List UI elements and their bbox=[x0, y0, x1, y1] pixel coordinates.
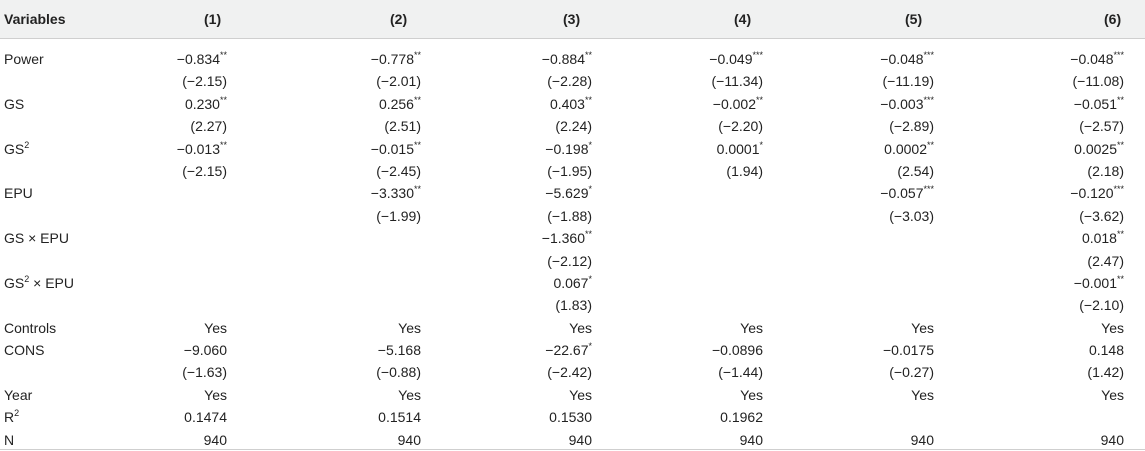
cell-col-1: Yes bbox=[204, 386, 227, 403]
table-row bbox=[0, 227, 1145, 249]
significance-stars: ** bbox=[584, 94, 592, 105]
header-col-6: (6) bbox=[1104, 11, 1122, 27]
significance-stars: ** bbox=[413, 184, 421, 195]
cell-col-5: −0.003*** bbox=[880, 94, 934, 112]
cell-col-2: Yes bbox=[398, 319, 421, 336]
cell-col-1: (−2.15) bbox=[182, 162, 227, 179]
cell-col-3: Yes bbox=[569, 386, 592, 403]
significance-stars: *** bbox=[1113, 184, 1124, 195]
cell-col-6: (−2.57) bbox=[1079, 118, 1124, 135]
cell-col-1: −0.834** bbox=[176, 50, 227, 67]
significance-stars: * bbox=[588, 139, 592, 150]
cell-col-2: −0.015** bbox=[370, 139, 421, 157]
table-row bbox=[0, 48, 1145, 70]
cell-col-1: −0.013** bbox=[176, 139, 227, 157]
cell-col-5: −0.0175 bbox=[883, 342, 934, 359]
cell-col-3: 940 bbox=[568, 431, 592, 448]
cell-col-2: (−2.45) bbox=[376, 162, 421, 179]
significance-stars: ** bbox=[1116, 139, 1124, 150]
cell-col-3: −1.360** bbox=[541, 229, 592, 247]
table-row bbox=[0, 138, 1145, 160]
significance-stars: ** bbox=[1116, 273, 1124, 284]
header-col-3: (3) bbox=[563, 11, 581, 27]
cell-col-5: Yes bbox=[911, 386, 934, 403]
table-body bbox=[0, 39, 1145, 451]
cell-col-4: Yes bbox=[740, 386, 763, 403]
table-row bbox=[0, 384, 1145, 406]
header-col-1: (1) bbox=[204, 11, 222, 27]
header-col-5: (5) bbox=[905, 11, 923, 27]
cell-col-1: (−2.15) bbox=[182, 73, 227, 90]
cell-col-3: −0.198* bbox=[545, 139, 592, 157]
cell-col-5: Yes bbox=[911, 319, 934, 336]
table-row bbox=[0, 182, 1145, 204]
cell-col-2: 940 bbox=[397, 431, 421, 448]
significance-stars: ** bbox=[413, 139, 421, 150]
header-col-4: (4) bbox=[734, 11, 752, 27]
cell-col-3: 0.1530 bbox=[549, 409, 592, 426]
cell-col-6: (−2.10) bbox=[1079, 297, 1124, 314]
row-label: Year bbox=[4, 386, 33, 403]
significance-stars: *** bbox=[923, 184, 934, 195]
cell-col-5: (−2.89) bbox=[889, 118, 934, 135]
row-label-suffix: × EPU bbox=[29, 274, 74, 291]
cell-col-4: (−1.44) bbox=[718, 364, 763, 381]
cell-col-3: −0.884** bbox=[541, 50, 592, 67]
cell-col-3: (2.24) bbox=[555, 118, 592, 135]
cell-col-6: 0.0025** bbox=[1074, 139, 1124, 157]
cell-col-1: (2.27) bbox=[190, 118, 227, 135]
table-row bbox=[0, 205, 1145, 227]
table-row bbox=[0, 294, 1145, 316]
bottom-rule bbox=[0, 449, 1145, 450]
row-label: $GS^2$ bbox=[4, 139, 30, 157]
row-label-superscript: 2 bbox=[24, 139, 30, 150]
significance-stars: ** bbox=[1116, 94, 1124, 105]
significance-stars: ** bbox=[1116, 229, 1124, 240]
table-row bbox=[0, 250, 1145, 272]
cell-col-6: Yes bbox=[1101, 386, 1124, 403]
significance-stars: *** bbox=[923, 50, 934, 60]
cell-col-1: (−1.63) bbox=[182, 364, 227, 381]
cell-col-6: −0.048*** bbox=[1070, 50, 1124, 67]
cell-col-3: −5.629* bbox=[545, 184, 592, 202]
significance-stars: ** bbox=[219, 139, 227, 150]
cell-col-1: 0.230** bbox=[184, 94, 227, 112]
table-row bbox=[0, 70, 1145, 92]
cell-col-2: 0.1514 bbox=[378, 409, 421, 426]
cell-col-6: (−11.08) bbox=[1072, 73, 1124, 90]
cell-col-6: (−3.62) bbox=[1079, 207, 1124, 224]
cell-col-4: 940 bbox=[739, 431, 763, 448]
cell-col-4: (−2.20) bbox=[718, 118, 763, 135]
cell-col-5: −0.048*** bbox=[880, 50, 934, 67]
cell-col-6: −0.001** bbox=[1073, 273, 1124, 291]
cell-col-3: (−1.88) bbox=[547, 207, 592, 224]
cell-col-2: (2.51) bbox=[384, 118, 421, 135]
significance-stars: ** bbox=[926, 139, 934, 150]
cell-col-5: 0.0002** bbox=[884, 139, 934, 157]
cell-col-6: (2.47) bbox=[1087, 252, 1124, 269]
table-row bbox=[0, 272, 1145, 294]
cell-col-2: −5.168 bbox=[377, 342, 421, 359]
header-variables: Variables bbox=[4, 11, 66, 27]
row-label-superscript: 2 bbox=[14, 408, 20, 419]
cell-col-4: 0.1962 bbox=[720, 409, 763, 426]
cell-col-6: −0.120*** bbox=[1070, 184, 1124, 202]
cell-col-3: (−2.12) bbox=[547, 252, 592, 269]
significance-stars: *** bbox=[1113, 50, 1124, 60]
cell-col-6: 0.018** bbox=[1081, 229, 1124, 247]
cell-col-3: (−2.28) bbox=[547, 73, 592, 90]
cell-col-6: Yes bbox=[1101, 319, 1124, 336]
cell-col-6: (2.18) bbox=[1087, 162, 1124, 179]
cell-col-4: Yes bbox=[740, 319, 763, 336]
cell-col-6: 940 bbox=[1100, 431, 1124, 448]
cell-col-4: −0.002** bbox=[712, 94, 763, 112]
table-header bbox=[0, 0, 1145, 39]
table-row bbox=[0, 406, 1145, 428]
cell-col-3: 0.067* bbox=[553, 273, 592, 291]
cell-col-1: −9.060 bbox=[183, 342, 227, 359]
row-label-superscript: 2 bbox=[24, 273, 30, 284]
row-label: $R^2$ bbox=[4, 408, 20, 426]
cell-col-5: (2.54) bbox=[897, 162, 934, 179]
significance-stars: ** bbox=[219, 94, 227, 105]
cell-col-2: Yes bbox=[398, 386, 421, 403]
cell-col-3: Yes bbox=[569, 319, 592, 336]
cell-col-5: (−11.19) bbox=[882, 73, 934, 90]
cell-col-5: −0.057*** bbox=[880, 184, 934, 202]
cell-col-5: (−0.27) bbox=[889, 364, 934, 381]
table-row bbox=[0, 160, 1145, 182]
cell-col-1: Yes bbox=[204, 319, 227, 336]
table-row bbox=[0, 115, 1145, 137]
significance-stars: ** bbox=[413, 50, 421, 60]
cell-col-2: (−0.88) bbox=[376, 364, 421, 381]
cell-col-6: 0.148 bbox=[1088, 342, 1124, 359]
significance-stars: ** bbox=[219, 50, 227, 60]
significance-stars: ** bbox=[584, 50, 592, 60]
cell-col-3: (−2.42) bbox=[547, 364, 592, 381]
cell-col-2: −3.330** bbox=[370, 184, 421, 202]
cell-col-4: −0.049*** bbox=[709, 50, 763, 67]
row-label: GS × EPU bbox=[4, 230, 69, 247]
cell-col-3: 0.403** bbox=[549, 94, 592, 112]
significance-stars: * bbox=[759, 139, 763, 150]
cell-col-1: 940 bbox=[203, 431, 227, 448]
table-row bbox=[0, 339, 1145, 361]
table-row bbox=[0, 429, 1145, 451]
significance-stars: ** bbox=[755, 94, 763, 105]
cell-col-4: (1.94) bbox=[726, 162, 763, 179]
table-row bbox=[0, 93, 1145, 115]
header-col-2: (2) bbox=[390, 11, 408, 27]
cell-col-6: −0.051** bbox=[1073, 94, 1124, 112]
significance-stars: ** bbox=[413, 94, 421, 105]
cell-col-2: (−2.01) bbox=[376, 73, 421, 90]
cell-col-6: (1.42) bbox=[1087, 364, 1124, 381]
row-label: N bbox=[4, 431, 15, 448]
row-label: Controls bbox=[4, 319, 57, 336]
cell-col-2: (−1.99) bbox=[376, 207, 421, 224]
cell-col-4: 0.0001* bbox=[716, 139, 763, 157]
row-label: GS bbox=[4, 95, 25, 112]
cell-col-2: −0.778** bbox=[370, 50, 421, 67]
significance-stars: *** bbox=[923, 94, 934, 105]
significance-stars: * bbox=[588, 184, 592, 195]
significance-stars: * bbox=[588, 273, 592, 284]
cell-col-2: 0.256** bbox=[378, 94, 421, 112]
cell-col-3: −22.67* bbox=[545, 341, 592, 359]
table-row bbox=[0, 317, 1145, 339]
table-row bbox=[0, 361, 1145, 383]
cell-col-4: (−11.34) bbox=[711, 73, 763, 90]
cell-col-1: 0.1474 bbox=[184, 409, 227, 426]
significance-stars: *** bbox=[752, 50, 763, 60]
cell-col-4: −0.0896 bbox=[712, 342, 763, 359]
cell-col-5: 940 bbox=[910, 431, 934, 448]
significance-stars: ** bbox=[584, 229, 592, 240]
row-label: EPU bbox=[4, 185, 33, 202]
cell-col-5: (−3.03) bbox=[889, 207, 934, 224]
row-label: CONS bbox=[4, 342, 45, 359]
cell-col-3: (−1.95) bbox=[547, 162, 592, 179]
row-label: Power bbox=[4, 51, 44, 67]
cell-col-3: (1.83) bbox=[555, 297, 592, 314]
significance-stars: * bbox=[588, 341, 592, 352]
row-label: $GS^2$ × EPU bbox=[4, 273, 74, 291]
